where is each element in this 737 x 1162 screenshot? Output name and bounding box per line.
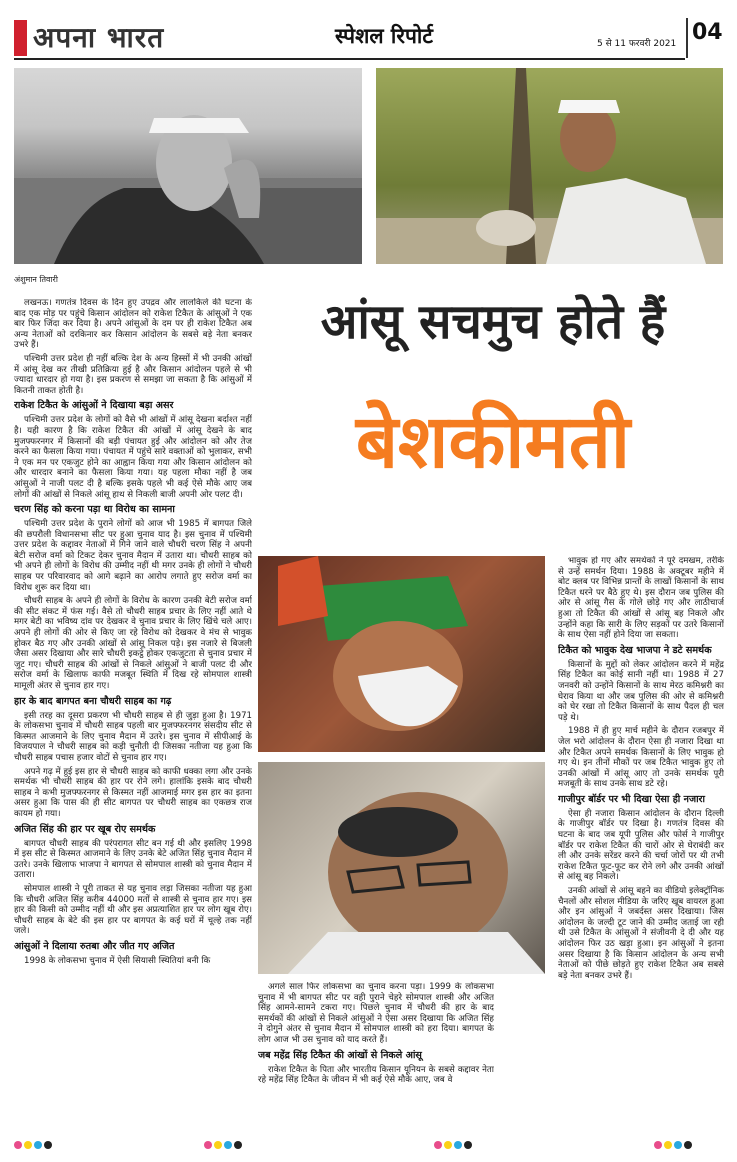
header-rule (14, 58, 685, 60)
headline-line-1: आंसू सचमुच होते हैं (320, 294, 666, 350)
photo-leader-tears (258, 556, 545, 752)
photo-leader-tears-art (258, 556, 545, 752)
subheading: आंसुओं ने दिलाया रुतबा और जीत गए अजित (14, 940, 175, 952)
paragraph: चौधरी साहब के अपने ही लोगों के विरोध के कारण उनकी बेटी सरोज वर्मा की सीट संकट में फंस गई। वैसे तो चौधरी साहब प्रचार के लिए नहीं आते थे मगर बेटी का भविष्य दांव पर देखकर वे चुनाव प्रचार के लिए खिंचे चले आए। अपने ही लोगों की ओर से किए जा रहे विरोध को देखकर वे मंच से भावुक होकर बैठ गए और उनकी आंखों से आंसू निकल पड़े। इस नजारे से बिजली जैसा असर दिखाया और सारे चौधरी इकट्ठे होकर एकजुटता से चुनाव प्रचार में जुट गए। चौधरी साहब की आंखों से निकले आंसुओं ने बाजी पलट दी और सरोज वर्मा के खिलाफ काफी मजबूत स्थिति में दिख रहे सोमपाल शास्त्री मामूली अंतर से चुनाव हार गए। (14, 596, 252, 691)
issue-date: 5 से 11 फरवरी 2021 (597, 39, 677, 49)
photo-leader-speaking (258, 762, 545, 974)
paragraph: सोमपाल शास्त्री ने पूरी ताकत से यह चुनाव लड़ा जिसका नतीजा यह हुआ कि चौधरी अजित सिंह करीब 44000 मतों से शास्त्री से चुनाव हार गए। इस हार की किसी को उम्मीद नहीं थी और इस अप्रत्याशित हार पर लोग खूब रोए। चौधरी साहब के बेटे की इस हार पर बागपत के कई घरों में चूल्हे तक नहीं जले। (14, 883, 252, 937)
color-dot (14, 1141, 22, 1149)
paragraph: भावुक हो गए और समर्थकों ने पूरे दमखम, तरीके से उन्हें समर्थन दिया। 1988 के अक्टूबर महीने में बोट क्लब पर विभिन्न प्रान्तों के लाखों किसानों के साथ टिकैत धरने पर बैठे हुए थे। इस दौरान जब पुलिस की ओर से आंसू गैस के गोले छोड़े गए और लाठीचार्ज हुआ तो टिकैत की आंखों से आंसू बह निकले और उन्होंने कहा कि सारी के लिए सड़कों पर उतरे किसानों के साथ ऐसा नहीं होने दिया जा सकता। (558, 556, 724, 641)
left-column (14, 298, 252, 1124)
color-dot-group (204, 1134, 244, 1153)
color-dot (234, 1141, 242, 1149)
photo-leader-speaking-art (258, 762, 545, 974)
photo-leader-crowd (14, 68, 362, 264)
paragraph: ऐसा ही नजारा किसान आंदोलन के दौरान दिल्ली के गाजीपुर बॉर्डर पर दिखा है। गणतंत्र दिवस की घटना के बाद जब यूपी पुलिस और फोर्स ने गाजीपुर बॉर्डर पर राकेश टिकैत की चारों ओर से घेराबंदी कर ली और उनके सरेंडर करने की चर्चा जोरों पर थी तभी राकेश टिकैत फूट-फूट कर रोने लगे और उनकी आंखों से आंसू बह निकले। (558, 808, 724, 883)
color-dot (214, 1141, 222, 1149)
subheading: राकेश टिकैत के आंसुओं ने दिखाया बड़ा असर (14, 400, 174, 412)
color-dot-group (14, 1134, 54, 1153)
paragraph: किसानों के मुद्दों को लेकर आंदोलन करने में महेंद्र सिंह टिकैत का कोई सानी नहीं था। 1988 में 27 जनवरी को उन्होंने किसानों के साथ मेरठ कमिश्नरी का घेराव किया था और जब पुलिस की ओर से कमिश्नरी को घेर रखा तो टिकैत किसानों के साथ पैदल ही चल पड़े थे। (558, 659, 724, 723)
color-dot (24, 1141, 32, 1149)
paragraph: पश्चिमी उत्तर प्रदेश के लोगों को वैसे भी आंखों में आंसू देखना बर्दाश्त नहीं है। यही कारण है कि राकेश टिकैत की आंखों में आंसू देखने के बाद मुजफ्फरनगर में किसानों की बड़ी पंचायत हुई और आंदोलन को और तेज करने का फैसला किया गया। पंचायत में पहुंचे सारे वक्ताओं को भुलाकर, सभी ने एक मन पर एकजुट होने का आह्वान किया गया और किसान आंदोलन को और धारदार बनाने का फैसला किया गया। यह पहला मौका नहीं है जब आंसुओं ने नाजी पलट दी है बल्कि इसके पहले भी कई ऐसे मौके आए जब लोगों की आंखों से निकले आंसू हाथ से निकली बाजी अपनी ओर पलट दी। (14, 415, 252, 500)
header-divider (686, 18, 688, 58)
color-dot (654, 1141, 662, 1149)
page-number: 04 (692, 20, 723, 45)
brand-marker (14, 20, 27, 56)
color-dot (664, 1141, 672, 1149)
subheading: टिकैत को भावुक देख भाजपा ने डटे समर्थक (558, 644, 712, 656)
paragraph: उनकी आंखों से आंसू बहने का वीडियो इलेक्ट्रॉनिक चैनलों और सोशल मीडिया के जरिए खूब वायरल हुआ और इन आंसुओं ने जबर्दस्त असर दिखाया। जिस आंदोलन के जल्दी टूट जाने की उम्मीद जताई जा रही थी उसे टिकैत के आंसुओं ने संजीवनी दे दी और यह आंदोलन फिर उठ खड़ा हुआ। इन आंसुओं ने इतना असर दिखाया है कि किसान आंदोलन के अन्य सभी नेताओं को पीछे छोड़ते हुए राकेश टिकैत अब सबसे बड़े नेता बनकर उभरे हैं। (558, 886, 724, 981)
paragraph: पश्चिमी उत्तर प्रदेश ही नहीं बल्कि देश के अन्य हिस्सों में भी उनकी आंखों में आंसू देख कर तीखी प्रतिक्रिया हुई है और किसान आंदोलन पहले से भी ज्यादा धारदार हो गया है। इस प्रकरण से समझा जा सकता है कि आंसुओं में कितनी ताकत होती है। (14, 353, 252, 396)
color-dot (464, 1141, 472, 1149)
middle-column (258, 982, 494, 1124)
color-dot (434, 1141, 442, 1149)
paragraph: 1998 के लोकसभा चुनाव में ऐसी सियासी स्थितियां बनी कि (24, 955, 211, 966)
page-header (0, 12, 737, 58)
paragraph: बागपत चौधरी साहब की परंपरागत सीट बन गई थी और इसलिए 1998 में इस सीट से किस्मत आजमाने के लिए उनके बेटे अजित सिंह चुनाव मैदान में उतरे। उनके खिलाफ भाजपा ने बागपत से सोमपाल शास्त्री को चुनाव मैदान में उतारा। (14, 838, 252, 881)
paragraph: पश्चिमी उत्तर प्रदेश के पुराने लोगों को आज भी 1985 में बागपत जिले की छपरौली विधानसभा सीट पर हुआ चुनाव याद है। इस चुनाव में पश्चिमी उत्तर प्रदेश के कद्दावर नेताओं में गिने जाने वाले चौधरी चरण सिंह ने अपनी बेटी सरोज वर्मा को टिकट देकर चुनाव मैदान में उतारा था। चौधरी साहब को भी अपने ही लोगों के विरोध की उम्मीद नहीं थी मगर उनके ही लोगों ने चौधरी साहब पर परिवारवाद को आगे बढ़ाने का आरोप लगाते हुए सरोज वर्मा का विरोध शुरू कर दिया था। (14, 519, 252, 593)
color-dot (224, 1141, 232, 1149)
paragraph: अपने गढ़ में हुई इस हार से चौधरी साहब को काफी धक्का लगा और उनके समर्थक भी चौधरी साहब की हार पर रोने लगे। हालांकि इसके बाद चौधरी साहब ने कभी मुजफ्फरनगर से किस्मत नहीं आजमाई मगर इस हार का इतना असर हुआ कि पास की ही सीट बागपत पर चौधरी साहब का एकछत्र राज कायम हो गया। (14, 766, 252, 819)
photo-farmer-tree-art (376, 68, 723, 264)
color-dot (674, 1141, 682, 1149)
right-column (558, 556, 724, 1124)
paragraph: 1988 में ही हुए मार्च महीने के दौरान रजबपुर में जेल भरो आंदोलन के दौरान ऐसा ही नजारा दिखा था और टिकैत अपने समर्थक किसानों के लिए भावुक हो गए थे। इन तीनों मौकों पर जब टिकैत भावुक हुए तो उनकी आंखों में आंसू आए तो उनके समर्थक पूरी मजबूती के साथ उनके साथ डटे रहे। (558, 726, 724, 790)
paragraph: राकेश टिकैत के पिता और भारतीय किसान यूनियन के सबसे कद्दावर नेता रहे महेंद्र सिंह टिकैत के जीवन में भी कई ऐसे मौके आए, जब वे (258, 1064, 494, 1086)
color-dot-group (654, 1134, 694, 1153)
paragraph: लखनऊ। गणतंत्र दिवस के दिन हुए उपद्रव और लालकिले की घटना के बाद एक मोड़ पर पहुंचे किसान आंदोलन को राकेश टिकैत के आंसुओं ने एक बार फिर जिंदा कर दिया है। अपने आंसुओं के दम पर ही राकेश टिकैत अब अन्य नेताओं को दरकिनार कर किसान आंदोलन के सबसे बड़े नेता बनकर उभरे हैं। (14, 298, 252, 351)
byline: अंशुमान तिवारी (14, 275, 58, 284)
color-dot (684, 1141, 692, 1149)
subheading: अजित सिंह की हार पर खूब रोए समर्थक (14, 823, 156, 835)
color-dot (204, 1141, 212, 1149)
color-dot (44, 1141, 52, 1149)
subheading: गाजीपुर बॉर्डर पर भी दिखा ऐसा ही नजारा (558, 793, 705, 805)
brand-title: अपना भारत (33, 21, 165, 54)
headline-line-2: बेशकीमती (355, 399, 631, 485)
subheading: जब महेंद्र सिंह टिकैत की आंखों से निकले आंसू (258, 1049, 422, 1061)
color-dot (444, 1141, 452, 1149)
color-dot-group (434, 1134, 474, 1153)
print-color-marks (14, 1134, 723, 1146)
photo-farmer-tree (376, 68, 723, 264)
subheading: हार के बाद बागपत बना चौधरी साहब का गढ़ (14, 695, 172, 707)
subheading: चरण सिंह को करना पड़ा था विरोध का सामना (14, 504, 175, 516)
color-dot (454, 1141, 462, 1149)
color-dot (34, 1141, 42, 1149)
section-title: स्पेशल रिपोर्ट (335, 24, 433, 48)
photo-leader-crowd-art (14, 68, 362, 264)
paragraph: अगले साल फिर लोकसभा का चुनाव करना पड़ा। 1999 के लोकसभा चुनाव में भी बागपत सीट पर वही पुराने चेहरे सोमपाल शास्त्री और अजित सिंह आमने-सामने टकरा गए। पिछले चुनाव में चौधरी की हार के बाद समर्थकों की आंखों से निकले आंसुओं ने ऐसा असर दिखाया कि अजित सिंह ने दोगुने अंतर से चुनाव मैदान में सोमपाल शास्त्री को हरा दिया। बागपत के लोग आज भी उस चुनाव को याद करते हैं। (258, 982, 494, 1045)
paragraph: इसी तरह का दूसरा प्रकरण भी चौधरी साहब से ही जुड़ा हुआ है। 1971 के लोकसभा चुनाव में चौधरी साहब पहली बार मुजफ्फरनगर संसदीय सीट से किस्मत आजमाने के लिए चुनाव मैदान में उतरे। इस चुनाव में सीपीआई के विजयपाल ने चौधरी साहब को कड़ी चुनौती दी जिसका नतीजा यह हुआ कि चौधरी साहब पचास हजार वोटों से चुनाव हार गए। (14, 710, 252, 763)
